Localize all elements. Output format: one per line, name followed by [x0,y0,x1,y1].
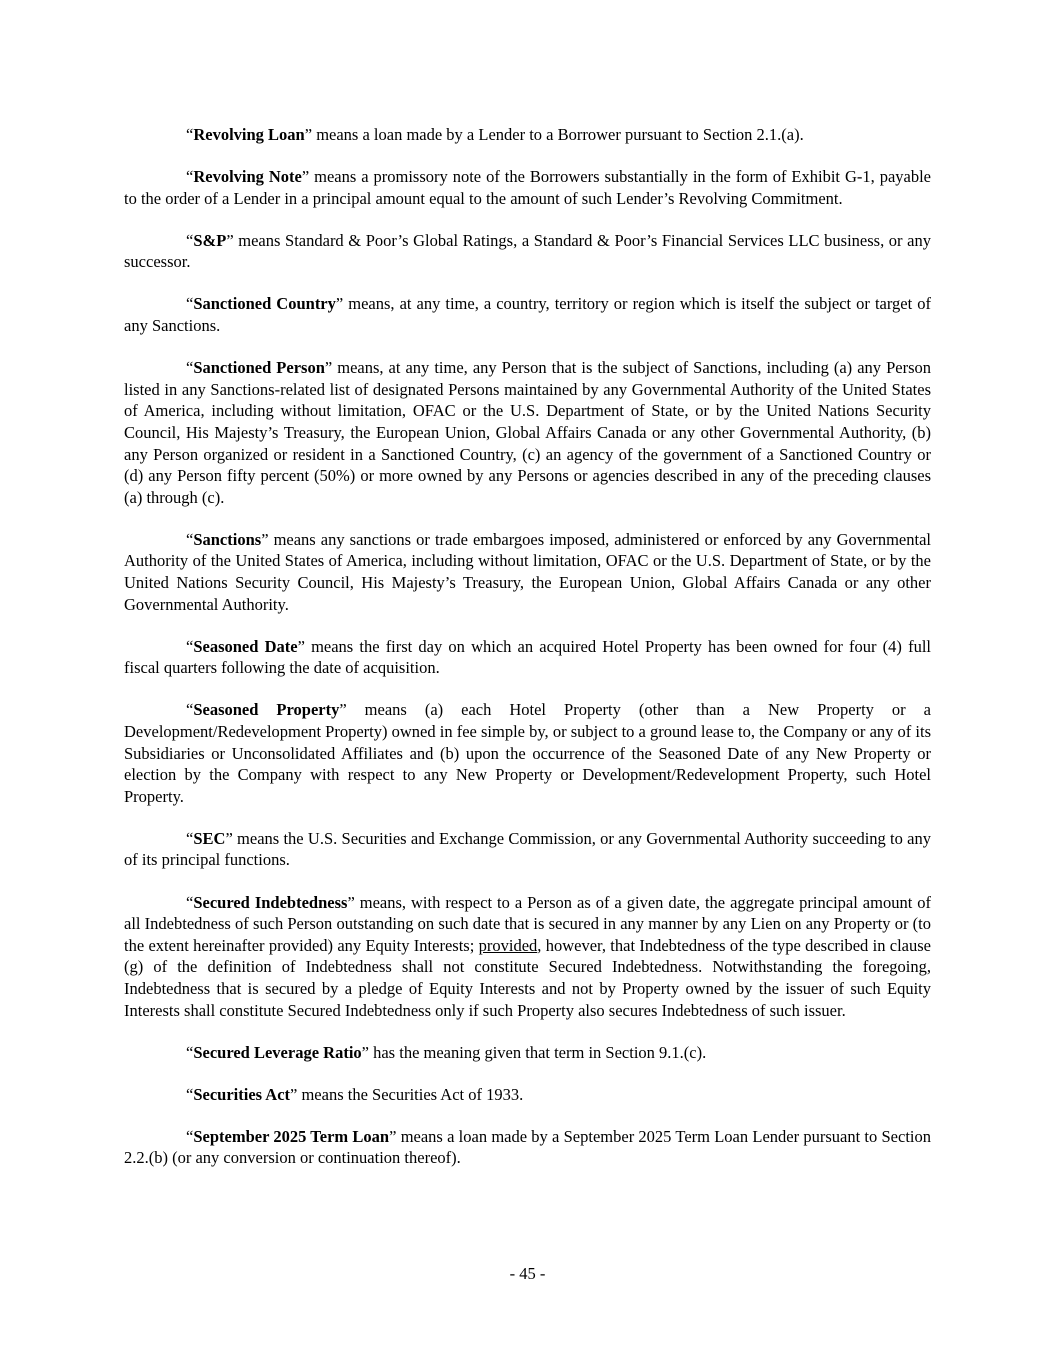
close-quote: ” [347,892,355,912]
close-quote: ” [301,167,310,187]
definition-text: means the first day on which an acquired Hotel Property has been owned for four (4) full fiscal quarters following the date of acquisition. [124,636,931,678]
definition-text-continued: , however, that Indebtedness of the type described in clause (g) of the definition of Indebtedness shall not constitute Secured Indebtedness. Notwithstanding the foregoing, Indebtedness that is secured by a pledge of Equity Interests and not by Property owned by the issuer of such Equity Interests shall constitute Secured Indebtedness only if such Property also secures Indebtedness of such issuer. [124,935,932,1020]
definition-text: means, with respect to a Person as of a given date, the aggregate principal amount of all Indebtedness of such Person outstanding on such date that is secured in any manner by any Lien on any Property or (to the extent hereinafter provided) any Equity Interests; [124,892,931,955]
defined-term: Seasoned Date [193,636,298,656]
definition-sanctions [124,529,931,615]
definition-text: means the U.S. Securities and Exchange Commission, or any Governmental Authority succeeding to any of its principal functions. [124,828,931,870]
open-quote: “ [186,1042,194,1062]
definition-seasoned-date [124,636,931,679]
defined-term: Sanctioned Person [193,358,325,378]
definition-seasoned-property [124,699,931,807]
open-quote: “ [186,294,194,314]
definition-text: means (a) each Hotel Property (other than a New Property or a Development/Redevelopment Property) owned in fee simple by, or subject to a ground lease to, the Company or any of its Subsidiaries or Unconsolidated Affiliates and (b) upon the occurrence of the Seasoned Date of any New Property or election by the Company with respect to any New Property or Development/Redevelopment Property, such Hotel Property. [124,700,932,806]
definition-text: means Standard & Poor’s Global Ratings, a Standard & Poor’s Financial Services LLC business, or any successor. [124,230,931,272]
definition-secured-indebtedness [124,892,931,1022]
open-quote: “ [186,125,194,144]
proviso-underlined: provided [478,935,538,955]
close-quote: ” [361,1042,369,1062]
close-quote: ” [225,828,233,848]
open-quote: “ [186,167,194,187]
open-quote: “ [186,636,194,656]
definition-text: means the Securities Act of 1933. [297,1084,524,1104]
definition-sanctioned-country [124,293,931,336]
defined-term: Securities Act [193,1084,291,1104]
close-quote: ” [335,294,344,314]
open-quote: “ [186,828,194,848]
definition-text: means a loan made by a Lender to a Borrower pursuant to Section 2.1.(a). [312,125,804,144]
close-quote: ” [324,358,333,378]
defined-term: September 2025 Term Loan [193,1126,390,1146]
definition-s-and-p [124,230,931,273]
definition-secured-leverage-ratio [124,1042,931,1064]
defined-term: S&P [193,230,227,250]
open-quote: “ [186,230,194,250]
defined-term: Sanctioned Country [193,294,336,314]
defined-term: Revolving Loan [193,125,305,144]
close-quote: ” [297,636,305,656]
defined-term: Secured Indebtedness [193,892,348,912]
document-page [124,124,931,1189]
definition-text: means a promissory note of the Borrowers substantially in the form of Exhibit G-1, payable to the order of a Lender in a principal amount equal to the amount of such Lender’s Revolving Commitment. [124,167,932,208]
open-quote: “ [186,529,194,549]
defined-term: Seasoned Property [193,700,340,720]
page-number: - 45 - [509,1264,546,1283]
defined-term: Revolving Note [193,167,302,187]
definition-september-2025-term-loan [124,1126,931,1169]
close-quote: ” [304,125,313,144]
definition-text: means, at any time, any Person that is the subject of Sanctions, including (a) any Person listed in any Sanctions-related list of designated Persons maintained by any Governmental Authority of the United States of America, including without limitation, OFAC or the U.S. Department of State, or by the United Nations Security Council, His Majesty’s Treasury, the European Union, Global Affairs Canada or any other Governmental Authority, (b) any Person organized or resident in a Sanctioned Country, (c) an agency of the government of a Sanctioned Country or (d) any Person fifty percent (50%) or more owned by any Persons or agencies described in any of the preceding clauses (a) through (c). [124,358,931,507]
open-quote: “ [186,1126,194,1146]
defined-term: Sanctions [193,529,262,549]
open-quote: “ [186,1084,194,1104]
definition-text: means any sanctions or trade embargoes imposed, administered or enforced by any Governmental Authority of the United States of America, including without limitation, OFAC or the U.S. Department of State, or by the United Nations Security Council, His Majesty’s Treasury, the European Union, Global Affairs Canada or any other Governmental Authority. [124,529,931,614]
close-quote: ” [261,529,269,549]
definition-sec [124,828,931,871]
defined-term: SEC [193,828,226,848]
definition-text: means a loan made by a September 2025 Term Loan Lender pursuant to Section 2.2.(b) (or any conversion or continuation thereof). [124,1126,931,1168]
open-quote: “ [186,892,194,912]
definition-revolving-note [124,166,931,209]
definition-text: means, at any time, a country, territory or region which is itself the subject or target of any Sanctions. [124,294,931,336]
defined-term: Secured Leverage Ratio [193,1042,362,1062]
open-quote: “ [186,358,194,378]
open-quote: “ [186,700,194,720]
close-quote: ” [290,1084,298,1104]
definition-securities-act [124,1084,931,1106]
close-quote: ” [339,700,347,720]
close-quote: ” [389,1126,397,1146]
definition-sanctioned-person [124,357,931,508]
definition-text: has the meaning given that term in Section 9.1.(c). [368,1042,707,1062]
definition-revolving-loan [124,124,931,146]
close-quote: ” [226,230,234,250]
